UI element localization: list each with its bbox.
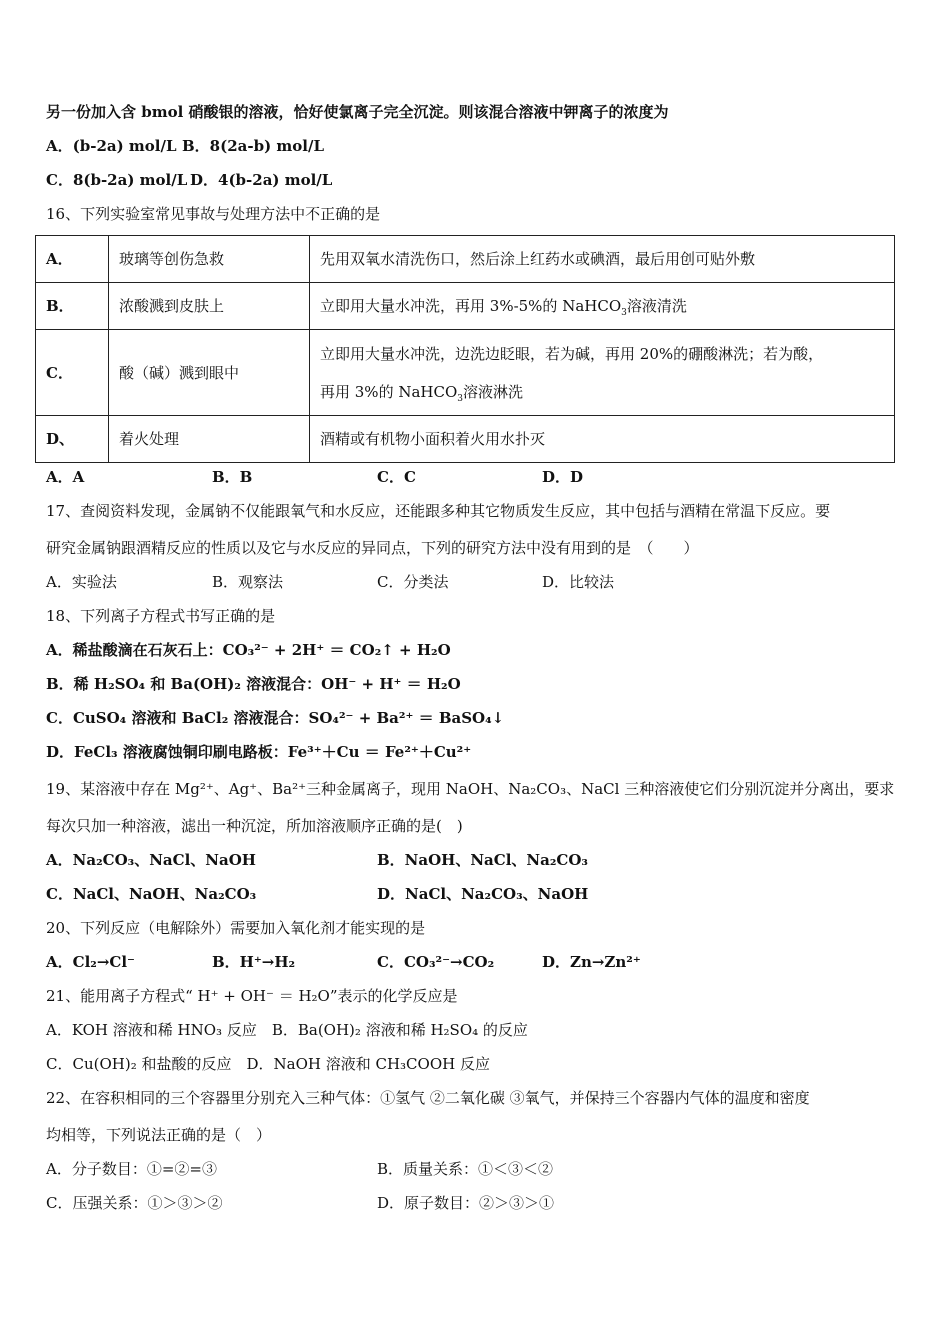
row-method: 先用双氧水清洗伤口，然后涂上红药水或碘酒，最后用创可贴外敷 (310, 236, 895, 283)
q22-option-c: C．压强关系：①＞③＞② (46, 1194, 223, 1212)
q22-option-b: B．质量关系：①＜③＜② (377, 1160, 554, 1178)
q17-line-2: 研究金属钠跟酒精反应的性质以及它与水反应的异同点，下列的研究方法中没有用到的是 （ ） (46, 539, 699, 557)
q22-option-a: A．分子数目：①=②=③ (46, 1160, 217, 1178)
q18-stem: 18、下列离子方程式书写正确的是 (46, 607, 276, 625)
table-row (36, 416, 895, 463)
q19-option-d: D．NaCl、Na₂CO₃、NaOH (377, 885, 589, 903)
row-accident: 玻璃等创伤急救 (109, 236, 310, 283)
q16-stem: 16、下列实验室常见事故与处理方法中不正确的是 (46, 205, 381, 223)
row-label: D、 (36, 416, 109, 463)
q19-line-1: 19、某溶液中存在 Mg²⁺、Ag⁺、Ba²⁺三种金属离子，现用 NaOH、Na₂CO₃、NaCl 三种溶液使它们分别沉淀并分离出，要求 (46, 780, 895, 798)
table-row (36, 236, 895, 283)
q20-option-a: A．Cl₂→Cl⁻ (46, 953, 135, 971)
q21-stem: 21、能用离子方程式“ H⁺ + OH⁻ ＝ H₂O”表示的化学反应是 (46, 987, 458, 1005)
q20-option-d: D．Zn→Zn²⁺ (542, 953, 641, 971)
q19-option-c: C．NaCl、NaOH、Na₂CO₃ (46, 885, 257, 903)
q15-option-c: C．8(b-2a) mol/L (46, 171, 188, 189)
method-text: 立即用大量水冲洗，再用 3%-5%的 NaHCO (320, 297, 622, 315)
row-accident: 酸（碱）溅到眼中 (109, 330, 310, 416)
q22-option-d: D．原子数目：②＞③＞① (377, 1194, 555, 1212)
q17-line-1: 17、查阅资料发现，金属钠不仅能跟氧气和水反应，还能跟多种其它物质发生反应，其中包括与酒精在常温下反应。要 (46, 502, 831, 520)
q18-option-a: A．稀盐酸滴在石灰石上：CO₃²⁻ + 2H⁺ ＝ CO₂↑ + H₂O (46, 641, 451, 659)
row-method: 酒精或有机物小面积着火用水扑灭 (310, 416, 895, 463)
q18-option-d: D．FeCl₃ 溶液腐蚀铜印刷电路板：Fe³⁺＋Cu ＝ Fe²⁺＋Cu²⁺ (46, 743, 472, 761)
q17-option-d: D．比较法 (542, 573, 615, 591)
q15-line: 另一份加入含 bmol 硝酸银的溶液，恰好使氯离子完全沉淀。则该混合溶液中钾离子的浓度为 (46, 103, 669, 121)
method-sub: 3 (457, 393, 463, 404)
accident-table (35, 235, 895, 463)
q21-options-line-1: A．KOH 溶液和稀 HNO₃ 反应 B．Ba(OH)₂ 溶液和稀 H₂SO₄ 的反应 (46, 1021, 528, 1039)
q20-option-b: B．H⁺→H₂ (212, 953, 296, 971)
q19-option-a: A．Na₂CO₃、NaCl、NaOH (46, 851, 256, 869)
method-sub: 3 (621, 308, 627, 318)
q18-option-b: B．稀 H₂SO₄ 和 Ba(OH)₂ 溶液混合：OH⁻ + H⁺ ＝ H₂O (46, 675, 461, 693)
row-method (310, 330, 895, 416)
q15-option-a: A．(b-2a) mol/L (46, 137, 177, 155)
row-label: B． (36, 283, 109, 330)
row-method (310, 283, 895, 330)
method-text: 再用 3%的 NaHCO (320, 382, 458, 401)
q15-option-d: D．4(b-2a) mol/L (190, 171, 333, 189)
q16-option-c: C．C (377, 468, 416, 486)
q18-option-c: C．CuSO₄ 溶液和 BaCl₂ 溶液混合：SO₄²⁻ + Ba²⁺ ＝ BaSO₄↓ (46, 709, 505, 727)
q20-stem: 20、下列反应（电解除外）需要加入氧化剂才能实现的是 (46, 919, 426, 937)
q15-option-b: B．8(2a-b) mol/L (182, 137, 325, 155)
q17-option-a: A．实验法 (46, 573, 117, 591)
q16-option-d: D．D (542, 468, 584, 486)
row-accident: 浓酸溅到皮肤上 (109, 283, 310, 330)
q19-option-b: B．NaOH、NaCl、Na₂CO₃ (377, 851, 588, 869)
row-label: A． (36, 236, 109, 283)
q16-option-a: A．A (46, 468, 85, 486)
row-accident: 着火处理 (109, 416, 310, 463)
q21-options-line-2: C．Cu(OH)₂ 和盐酸的反应 D．NaOH 溶液和 CH₃COOH 反应 (46, 1055, 490, 1073)
method-line-2 (320, 373, 884, 411)
q22-line-1: 22、在容积相同的三个容器里分别充入三种气体：①氢气 ②二氧化碳 ③氧气，并保持三个容器内气体的温度和密度 (46, 1089, 810, 1107)
method-text-end: 溶液淋洗 (463, 382, 524, 401)
q20-option-c: C．CO₃²⁻→CO₂ (377, 953, 495, 971)
row-label: C． (36, 330, 109, 416)
q17-option-b: B．观察法 (212, 573, 284, 591)
q19-line-2: 每次只加一种溶液，滤出一种沉淀，所加溶液顺序正确的是( ) (46, 817, 463, 835)
method-text-end: 溶液清洗 (626, 297, 687, 315)
q17-option-c: C．分类法 (377, 573, 449, 591)
table-row (36, 330, 895, 416)
q16-option-b: B．B (212, 468, 253, 486)
method-line-1: 立即用大量水冲洗，边洗边眨眼，若为碱，再用 20%的硼酸淋洗；若为酸， (320, 344, 824, 363)
q22-line-2: 均相等，下列说法正确的是（ ） (46, 1126, 272, 1144)
table-row (36, 283, 895, 330)
